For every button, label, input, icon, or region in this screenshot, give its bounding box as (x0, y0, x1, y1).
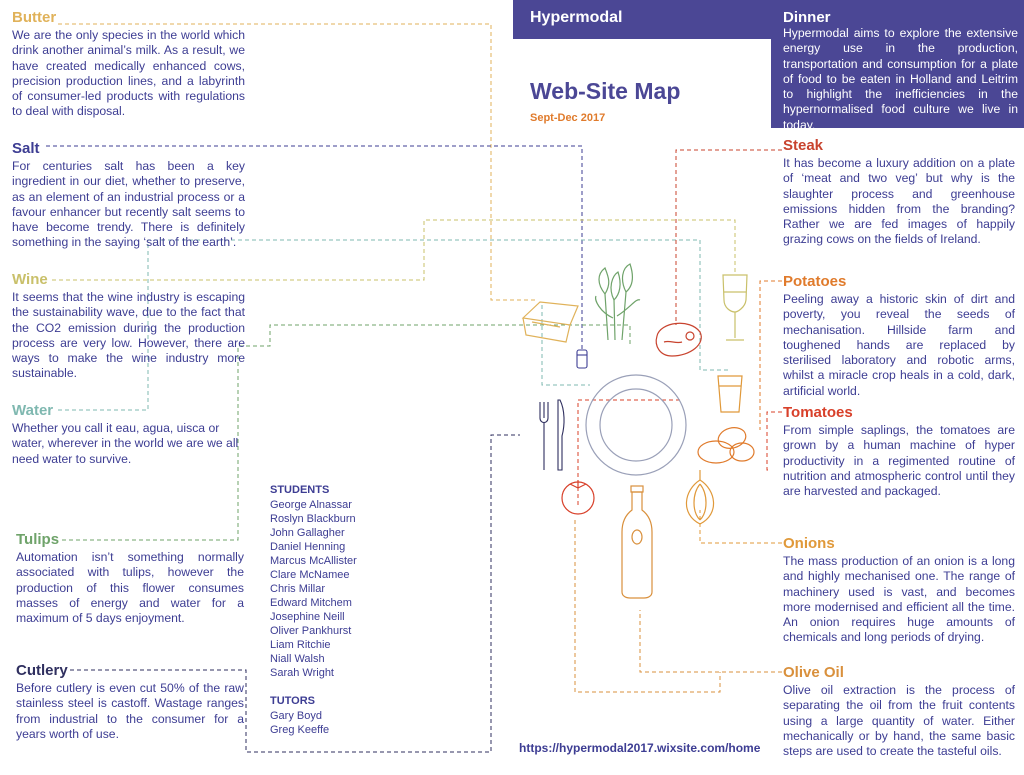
student-name: Josephine Neill (270, 611, 345, 623)
student-name: Oliver Pankhurst (270, 625, 352, 637)
dinner-title: Dinner (783, 9, 831, 26)
fork-icon (540, 402, 548, 470)
section-tomatoes (783, 404, 1015, 499)
credits (270, 483, 357, 737)
section-potatoes (783, 273, 1015, 399)
water-glass-icon (718, 376, 742, 412)
student-name: Roslyn Blackburn (270, 513, 356, 525)
site-url-link[interactable]: https://hypermodal2017.wixsite.com/home (519, 741, 761, 755)
potatoes-icon (698, 425, 754, 463)
section-steak (783, 137, 1015, 248)
section-wine (12, 271, 245, 382)
steak-icon (656, 323, 701, 356)
tulips-heading: Tulips (16, 531, 60, 548)
onion-icon (686, 470, 713, 524)
tulips-text: Automation isn’t something normally associated with tulips, however the production of this flower consumes masses of energy and water for a maximum of 5 days enjoyment. (16, 550, 244, 626)
onions-text: The mass production of an onion is a long and highly mechanised one. The range of machinery used is vast, and becomes more modernised and efficient all the time. An onion requires huge amounts of chemicals and long periods of drying. (783, 554, 1015, 645)
olive-oil-connector (640, 610, 782, 672)
student-name: Marcus McAllister (270, 555, 357, 567)
salt-shaker-icon (577, 350, 587, 368)
potatoes-connector (760, 281, 782, 430)
tulips-icon (596, 264, 640, 340)
students-heading: STUDENTS (270, 484, 330, 496)
tomatoes-heading: Tomatoes (783, 404, 853, 421)
tomato-red-connector (578, 400, 680, 505)
tutor-name: Gary Boyd (270, 710, 322, 722)
dinner-text: Hypermodal aims to explore the extensive energy use in the production, transportation and consumption for a plate of food to be eaten in Holland and Leitrim to highlight the inefficiencies in the hypernormalised food culture we live in today. (783, 26, 1018, 132)
tomatoes-text: From simple saplings, the tomatoes are grown by a human machine of hyper productivity in a regimented routine of nutrition and atmospheric control until they are harvested and packaged. (783, 423, 1015, 499)
section-butter (12, 9, 245, 120)
olive-oil-outer-connector (575, 520, 720, 692)
section-salt (12, 140, 245, 251)
olive-oil-heading: Olive Oil (783, 664, 844, 681)
wine-heading: Wine (12, 271, 48, 288)
water-text: Whether you call it eau, agua, uisca or water, wherever in the world we are we all need water to survive. (12, 421, 239, 466)
student-name: Niall Walsh (270, 653, 325, 665)
steak-heading: Steak (783, 137, 824, 154)
tutors-heading: TUTORS (270, 695, 316, 707)
potatoes-heading: Potatoes (783, 273, 847, 290)
section-tulips (16, 531, 244, 626)
page-title: Web-Site Map (530, 78, 681, 104)
student-name: Chris Millar (270, 583, 325, 595)
butter-text: We are the only species in the world which drink another animal’s milk. As a result, we have created medically enhanced cows, precision production lines, and a labyrinth of consumer-led products with regulations to deal with disposal. (12, 28, 245, 119)
section-cutlery (16, 662, 244, 742)
onions-connector (700, 510, 782, 543)
date-label: Sept-Dec 2017 (530, 112, 606, 124)
steak-text: It has become a luxury addition on a plate of ‘meat and two veg’ but why is the slaughter process and greenhouse emissions hidden from the branding? Rather we are fed images of happily grazing cows on the fields of Ireland. (783, 156, 1015, 247)
water-heading: Water (12, 402, 54, 419)
brand-title: Hypermodal (530, 9, 623, 26)
salt-text: For centuries salt has been a key ingredient in our diet, whether to preserve, as an element of an industrial process or a favour enhancer but recently salt seems to have become trendy. There is definitely something in the saying ‘salt of the earth’. (12, 159, 245, 250)
student-name: Daniel Henning (270, 541, 346, 553)
section-olive-oil (783, 664, 1015, 759)
knife-icon (558, 400, 564, 470)
tutor-name: Greg Keeffe (270, 724, 330, 736)
student-name: George Alnassar (270, 499, 352, 511)
butter-heading: Butter (12, 9, 57, 26)
onions-heading: Onions (783, 535, 835, 552)
steak-connector (676, 150, 782, 325)
salt-heading: Salt (12, 140, 40, 157)
student-name: Liam Ritchie (270, 639, 331, 651)
student-name: Clare McNamee (270, 569, 350, 581)
wine-text: It seems that the wine industry is escaping the sustainability wave, due to the fact that the CO2 emission during the production process are very low. However, there are ways to make the wine industry more sustainable. (12, 290, 245, 381)
student-name: John Gallagher (270, 527, 345, 539)
butter-dish-icon (523, 302, 578, 342)
section-onions (783, 535, 1015, 646)
tomatoes-connector (767, 412, 782, 470)
cutlery-text: Before cutlery is even cut 50% of the raw stainless steel is castoff. Wastage ranges from industrial to the consumer for a years worth of use. (16, 681, 244, 741)
plate-icon (586, 375, 686, 475)
student-name: Edward Mitchem (270, 597, 352, 609)
olive-oil-text: Olive oil extraction is the process of separating the oil from the fruit contents using a large quantity of water. Either mechanically or by hand, the same basic steps are used to create the tasteful oils. (783, 683, 1015, 759)
water-inner-connector (542, 305, 590, 385)
cutlery-heading: Cutlery (16, 662, 68, 679)
olive-oil-bottle-icon (622, 486, 652, 598)
wine-glass-icon (723, 275, 747, 340)
student-name: Sarah Wright (270, 667, 334, 679)
potatoes-text: Peeling away a historic skin of dirt and poverty, you reveal the seeds of mechanisation. Hillside farm and toughened hands are replaced by sterilised laboratory and robotic arms, whilst a miracle crop heals in a cold, dark, artificial world. (783, 292, 1015, 398)
section-water (12, 402, 245, 467)
